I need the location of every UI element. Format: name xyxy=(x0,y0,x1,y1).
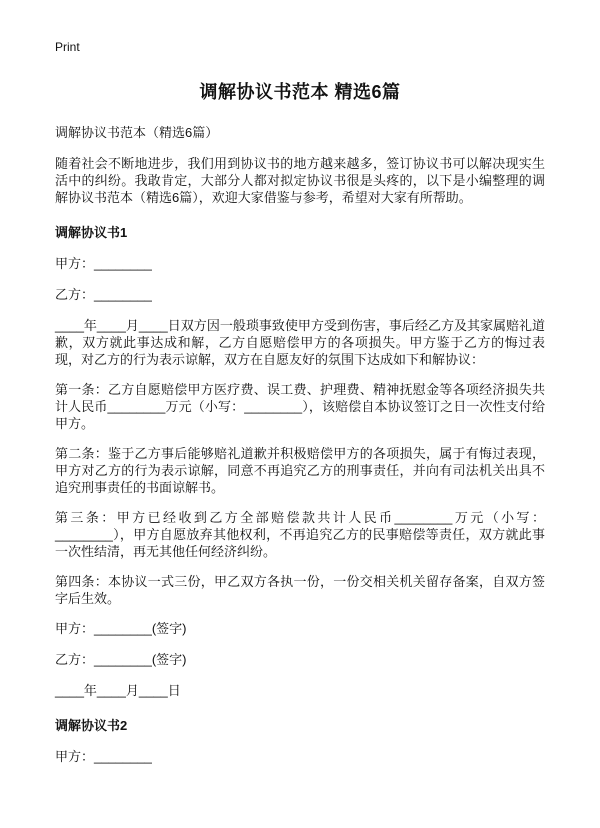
clause-2-paragraph: 第二条：鉴于乙方事后能够赔礼道歉并积极赔偿甲方的各项损失，属于有悔过表现，甲方对乙方的行为表示谅解，同意不再追究乙方的刑事责任，并向有司法机关出具不追究刑事责任的书面谅解书。 xyxy=(55,446,545,495)
date-intro-paragraph: ____年____月____日双方因一般琐事致使甲方受到伤害，事后经乙方及其家属赔礼道歉，双方就此事达成和解，乙方自愿赔偿甲方的各项损失。甲方鉴于乙方的悔过表现，对乙方的行为表示谅解，双方在自愿友好的氛围下达成如下和解协议： xyxy=(55,318,545,367)
document-subtitle: 调解协议书范本（精选6篇） xyxy=(55,125,219,140)
party-a-blank-line: 甲方：________ xyxy=(55,256,152,271)
party-b-blank-line: 乙方：________ xyxy=(55,287,152,302)
date-blank-line: ____年____月____日 xyxy=(55,683,181,698)
print-button[interactable]: Print xyxy=(55,40,80,54)
document-title: 调解协议书范本 精选6篇 xyxy=(199,82,401,102)
clause-4-paragraph: 第四条：本协议一式三份，甲乙双方各执一份，一份交相关机关留存备案，自双方签字后生效。 xyxy=(55,574,545,606)
clause-3-paragraph: 第三条：甲方已经收到乙方全部赔偿款共计人民币________万元（小写：________），甲方自愿放弃其他权利，不再追究乙方的民事赔偿等责任，双方就此事一次性结清，再无其他任何经济纠纷。 xyxy=(55,510,545,559)
party-a-blank-line-2: 甲方：________ xyxy=(55,749,152,764)
signature-party-b-line: 乙方：________(签字) xyxy=(55,652,187,667)
section-2-heading: 调解协议书2 xyxy=(55,718,128,733)
signature-party-a-line: 甲方：________(签字) xyxy=(55,621,187,636)
intro-paragraph: 随着社会不断地进步，我们用到协议书的地方越来越多，签订协议书可以解决现实生活中的纠纷。我敢肯定，大部分人都对拟定协议书很是头疼的，以下是小编整理的调解协议书范本（精选6篇），欢迎大家借鉴与参考，希望对大家有所帮助。 xyxy=(55,156,545,205)
clause-1-paragraph: 第一条：乙方自愿赔偿甲方医疗费、误工费、护理费、精神抚慰金等各项经济损失共计人民币________万元（小写：________），该赔偿自本协议签订之日一次性支付给甲方。 xyxy=(55,382,545,431)
section-1-heading: 调解协议书1 xyxy=(55,225,128,240)
